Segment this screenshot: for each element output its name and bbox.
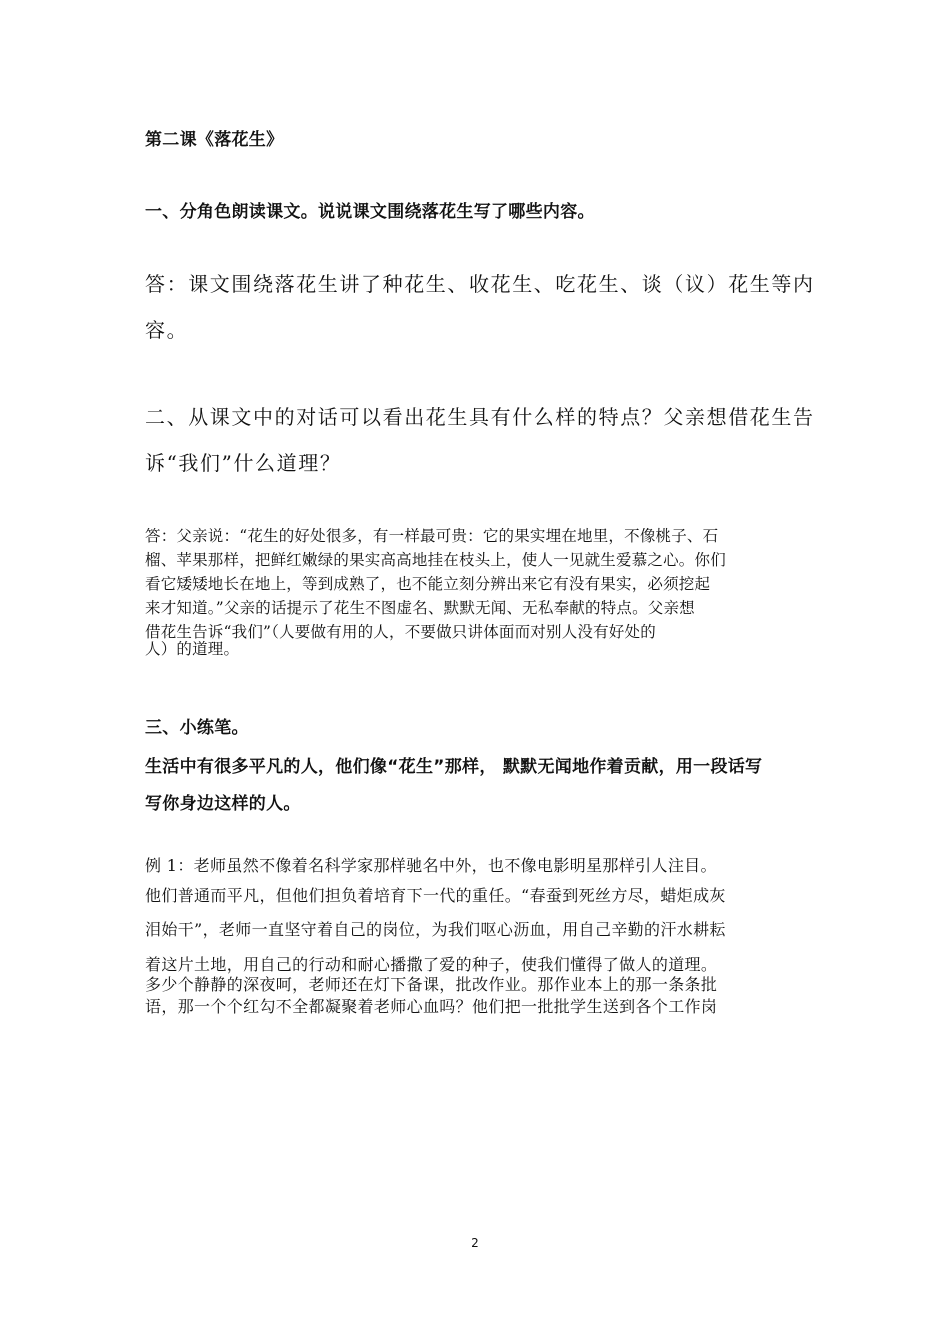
answer-2-line-2: 榴、苹果那样，把鲜红嫩绿的果实高高地挂在枝头上，使人一见就生爱慕之心。你们 — [145, 551, 726, 569]
answer-1-line-2: 容。 — [145, 318, 189, 342]
question-3-prompt-line-2: 写你身边这样的人。 — [145, 794, 301, 814]
answer-2-line-4: 来才知道。”父亲的话提示了花生不图虚名、默默无闻、无私奉献的特点。父亲想 — [145, 599, 695, 617]
question-1: 一、分角色朗读课文。说说课文围绕落花生写了哪些内容。 — [145, 202, 595, 222]
example-line-4: 着这片土地，用自己的行动和耐心播撒了爱的种子，使我们懂得了做人的道理。 — [145, 955, 718, 974]
answer-2-line-3: 看它矮矮地长在地上，等到成熟了，也不能立刻分辨出来它有没有果实，必须挖起 — [145, 575, 711, 593]
lesson-title: 第二课《落花生》 — [145, 130, 284, 150]
question-3-prompt-line-1: 生活中有很多平凡的人，他们像“花生”那样， 默默无闻地作着贡献，用一段话写 — [145, 757, 763, 777]
answer-2-line-1: 答：父亲说：“花生的好处很多，有一样最可贵：它的果实埋在地里，不像桃子、石 — [145, 527, 719, 545]
example-line-5: 多少个静静的深夜呵，老师还在灯下备课，批改作业。那作业本上的那一条条批 — [145, 975, 718, 994]
answer-2-line-6: 人）的道理。 — [145, 640, 240, 658]
example-line-3: 泪始干”，老师一直坚守着自己的岗位，为我们呕心沥血，用自己辛勤的汗水耕耘 — [145, 920, 726, 939]
question-3-heading: 三、小练笔。 — [145, 718, 249, 738]
example-line-6: 语，那一个个红勾不全都凝聚着老师心血吗？他们把一批批学生送到各个工作岗 — [145, 997, 718, 1016]
answer-2-line-5: 借花生告诉“我们”（人要做有用的人，不要做只讲体面而对别人没有好处的 — [145, 623, 656, 641]
example-line-2: 他们普通而平凡，但他们担负着培育下一代的重任。“春蚕到死丝方尽，蜡炬成灰 — [145, 886, 726, 905]
example-line-1: 例 1：老师虽然不像着名科学家那样驰名中外，也不像电影明星那样引人注目。 — [145, 856, 717, 875]
question-2-line-1: 二、从课文中的对话可以看出花生具有什么样的特点？父亲想借花生告 — [145, 405, 815, 429]
page-number: 2 — [471, 1236, 479, 1250]
question-2-line-2: 诉“我们”什么道理？ — [145, 451, 342, 475]
answer-1-line-1: 答：课文围绕落花生讲了种花生、收花生、吃花生、谈（议）花生等内 — [145, 272, 815, 296]
